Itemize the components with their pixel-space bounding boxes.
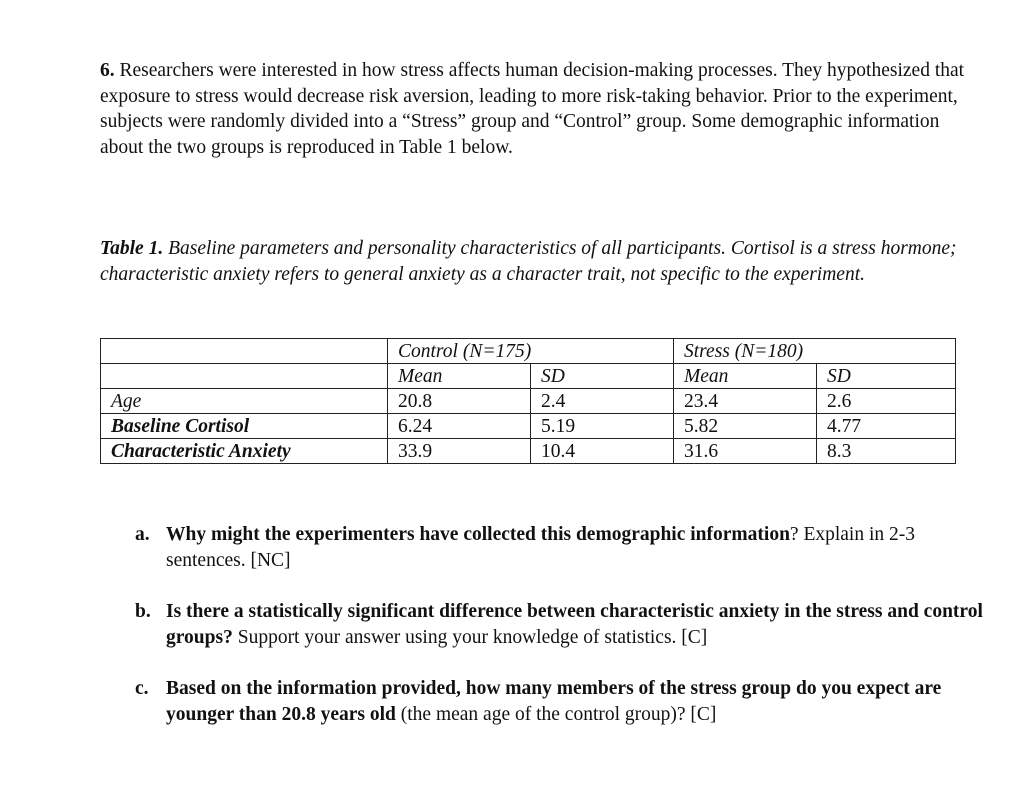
sub-question-text [166,522,985,573]
table-cell: 10.4 [531,439,674,464]
question-6-intro [100,58,980,160]
sub-question-rest: Support your answer using your knowledge of statistics. [C] [232,626,708,648]
table-group-header-row [101,339,956,364]
table-cell: 5.19 [531,414,674,439]
demographics-table [100,338,956,464]
table-corner-cell [101,339,388,364]
table-subheader-row [101,364,956,389]
table-caption [100,236,980,287]
sub-question-bold: Based on the information provided, how many members of the stress group do you expect are younger than 20.8 years old [166,678,942,725]
sub-question-bold: Why might the experimenters have collected this demographic information [166,524,790,545]
sub-question-rest: (the mean age of the control group)? [C] [395,703,717,725]
subheader-stress-sd: SD [817,364,956,389]
subheader-control-sd: SD [531,364,674,389]
question-intro-text: Researchers were interested in how stress affects human decision-making processes. They hypothesized that exposure to stress would decrease risk aversion, leading to more risk-taking behavior. Prior to the experiment, subjects were randomly divided into a “Stress” group and “Control” group. Some demographic information about the two groups is reproduced in Table 1 below. [100,60,965,158]
sub-question-text [166,676,985,727]
table-cell: 5.82 [674,414,817,439]
table-row [101,439,956,464]
row-label-characteristic-anxiety: Characteristic Anxiety [101,439,388,464]
table-row [101,389,956,414]
table-cell: 6.24 [388,414,531,439]
question-number: 6. [100,60,115,81]
group-header-control: Control (N=175) [388,339,674,364]
table-cell: 2.6 [817,389,956,414]
subheader-control-mean: Mean [388,364,531,389]
group-header-stress: Stress (N=180) [674,339,956,364]
sub-question-a [135,522,985,573]
subheader-stress-mean: Mean [674,364,817,389]
table-cell: 23.4 [674,389,817,414]
sub-question-rest: ? Explain in 2-3 sentences. [NC] [166,524,916,571]
table-cell: 33.9 [388,439,531,464]
sub-question-text [166,599,985,650]
row-label-age: Age [101,389,388,414]
table-cell: 8.3 [817,439,956,464]
sub-question-c [135,676,985,727]
sub-question-letter: a. [135,524,150,545]
table-cell: 4.77 [817,414,956,439]
table-caption-label: Table 1. [100,238,164,259]
table-row [101,414,956,439]
table-cell: 2.4 [531,389,674,414]
sub-question-letter: c. [135,678,149,699]
table-subheader-blank [101,364,388,389]
sub-question-letter: b. [135,601,151,622]
row-label-baseline-cortisol: Baseline Cortisol [101,414,388,439]
table-caption-text: Baseline parameters and personality characteristics of all participants. Cortisol is a stress hormone; characteristic anxiety refers to general anxiety as a character trait, not specific to the experiment. [100,238,957,285]
sub-question-b [135,599,985,650]
sub-question-bold: Is there a statistically significant difference between characteristic anxiety in the stress and control groups? [166,601,983,648]
table-cell: 31.6 [674,439,817,464]
table-cell: 20.8 [388,389,531,414]
